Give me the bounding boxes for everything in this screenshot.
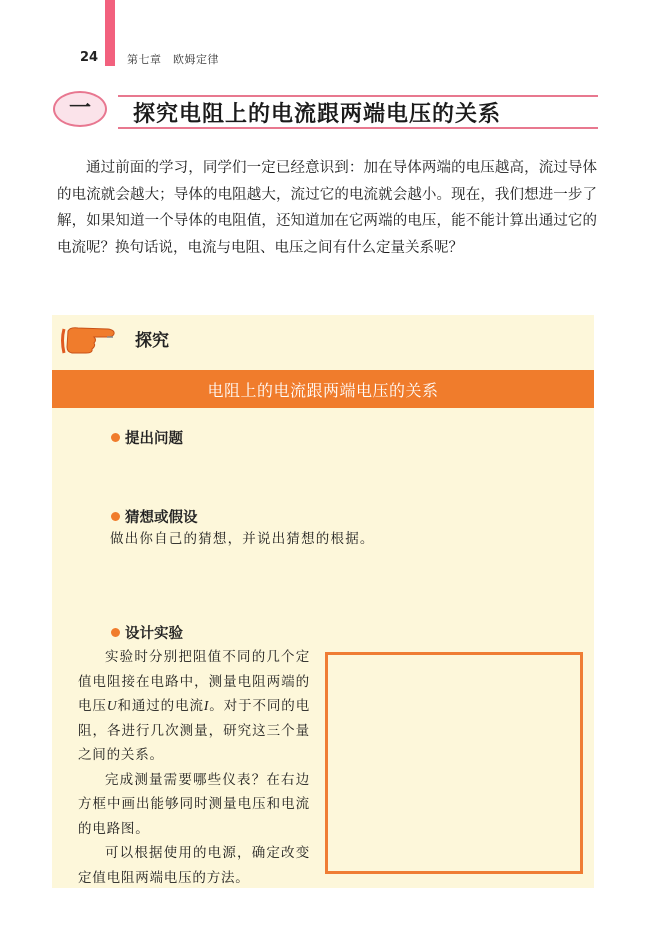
chapter-tab-bar [105,0,115,66]
bullet-dot-icon [111,512,120,521]
variable-u: U [106,698,118,713]
hypothesis-text: 做出你自己的猜想，并说出猜想的根据。 [110,531,375,547]
design-paragraph-1: 实验时分别把阻值不同的几个定值电阻接在电路中，测量电阻两端的电压U和通过的电流I。对于不同的电阻，各进行几次测量，研究这三个量之间的关系。 [78,649,310,763]
step-heading: 设计实验 [125,626,183,642]
step-heading: 猜想或假设 [125,510,198,526]
pointing-hand-icon [60,323,118,357]
bullet-dot-icon [111,433,120,442]
explore-title-band [52,370,594,408]
step-design-experiment [111,622,183,643]
design-experiment-text [78,645,310,890]
design-paragraph-2: 完成测量需要哪些仪表？在右边方框中画出能够同时测量电压和电流的电路图。 [78,771,310,837]
step-heading: 提出问题 [125,431,183,447]
variable-i: I [203,698,210,713]
section-title: 探究电阻上的电流跟两端电压的关系 [133,102,502,127]
explore-label: 探究 [135,331,169,351]
chapter-title: 第七章 欧姆定律 [127,53,219,66]
design-paragraph-3: 可以根据使用的电源，确定改变定值电阻两端电压的方法。 [78,845,310,886]
bullet-dot-icon [111,628,120,637]
section-number-badge [53,91,107,127]
step-hypothesis [111,506,198,527]
step-ask-question [111,427,183,448]
circuit-diagram-answer-box [325,652,583,874]
intro-paragraph: 通过前面的学习，同学们一定已经意识到：加在导体两端的电压越高，流过导体的电流就会越大；导体的电阻越大，流过它的电流就会越小。现在，我们想进一步了解，如果知道一个导体的电阻值，还知道加在它两端的电压，能不能计算出通过它的电流呢？换句话说，电流与电阻、电压之间有什么定量关系呢？ [57,160,597,256]
page-number: 24 [80,50,99,65]
section-number: 一 [68,96,91,121]
explore-title: 电阻上的电流跟两端电压的关系 [207,380,439,400]
